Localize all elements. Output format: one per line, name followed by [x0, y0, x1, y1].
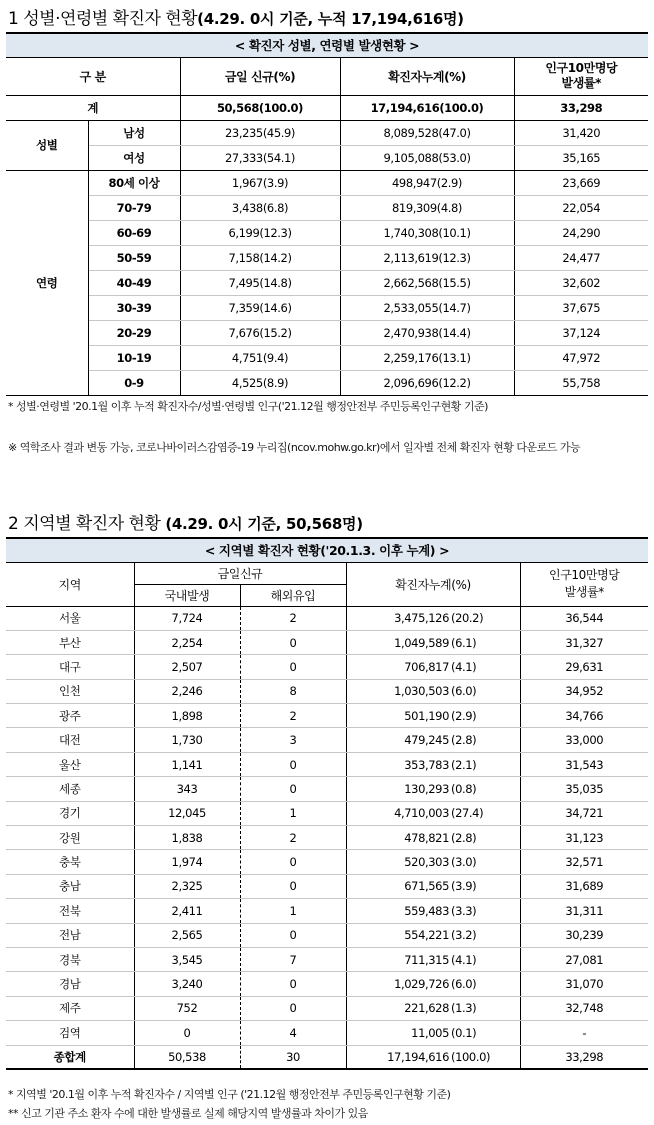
region-overseas: 2 — [240, 704, 346, 728]
header-per100k-region — [520, 562, 648, 606]
age-row — [6, 195, 648, 220]
region-name: 서울 — [6, 606, 134, 630]
region-domestic: 1,141 — [134, 752, 240, 776]
region-cumulative-pct: (6.0) — [450, 972, 520, 996]
region-rate: 29,631 — [520, 655, 648, 679]
section2-note1: * 지역별 '20.1월 이후 누적 확진자수 / 지역별 인구 ('21.12월 행정안전부 주민등록인구현황 기준) — [8, 1088, 451, 1101]
section1-title — [8, 4, 464, 29]
header-today-new-region: 금일신규 — [134, 562, 346, 584]
region-domestic: 12,045 — [134, 801, 240, 825]
gender-rate: 31,420 — [514, 120, 648, 145]
gender-today: 27,333(54.1) — [180, 145, 340, 170]
total-rate: 33,298 — [514, 95, 648, 120]
age-today: 3,438(6.8) — [180, 195, 340, 220]
region-name: 종합계 — [6, 1045, 134, 1069]
region-cumulative-pct: (3.3) — [450, 899, 520, 923]
age-rate: 23,669 — [514, 170, 648, 195]
region-name: 제주 — [6, 996, 134, 1020]
region-cumulative-pct: (0.8) — [450, 777, 520, 801]
age-row — [6, 220, 648, 245]
section2-title-prefix: 2 지역별 확진자 현황 — [8, 514, 161, 534]
gender-row — [6, 145, 648, 170]
region-row — [6, 996, 648, 1020]
age-label: 20-29 — [88, 320, 180, 345]
region-row — [6, 850, 648, 874]
region-domestic: 2,254 — [134, 630, 240, 654]
region-name: 경남 — [6, 972, 134, 996]
region-name: 전북 — [6, 899, 134, 923]
region-overseas: 2 — [240, 826, 346, 850]
age-today: 7,359(14.6) — [180, 295, 340, 320]
age-label: 10-19 — [88, 345, 180, 370]
region-name: 충남 — [6, 874, 134, 898]
region-cumulative-pct: (0.1) — [450, 1021, 520, 1045]
region-overseas: 7 — [240, 947, 346, 971]
region-cumulative: 1,029,726 — [346, 972, 450, 996]
region-name: 충북 — [6, 850, 134, 874]
region-overseas: 0 — [240, 655, 346, 679]
region-row — [6, 923, 648, 947]
age-label: 80세 이상 — [88, 170, 180, 195]
total-row — [6, 95, 648, 120]
age-label: 40-49 — [88, 270, 180, 295]
age-rate: 47,972 — [514, 345, 648, 370]
header-cumulative-region: 확진자누계(%) — [346, 562, 520, 606]
section1-note2: ※ 역학조사 결과 변동 가능, 코로나바이러스감염증-19 누리집(ncov.mohw.go.kr)에서 일자별 전체 확진자 현황 다운로드 가능 — [8, 441, 581, 454]
region-cumulative: 221,628 — [346, 996, 450, 1020]
region-cumulative: 4,710,003 — [346, 801, 450, 825]
age-rate: 22,054 — [514, 195, 648, 220]
age-label: 60-69 — [88, 220, 180, 245]
region-row — [6, 899, 648, 923]
section1-title-bold: (4.29. 0시 기준, 누적 17,194,616명) — [197, 10, 464, 28]
region-row — [6, 947, 648, 971]
region-cumulative-pct: (3.2) — [450, 923, 520, 947]
region-cumulative: 478,821 — [346, 826, 450, 850]
region-overseas: 0 — [240, 923, 346, 947]
region-rate: 31,311 — [520, 899, 648, 923]
region-rate: 33,298 — [520, 1045, 648, 1069]
region-domestic: 2,246 — [134, 679, 240, 703]
region-overseas: 1 — [240, 899, 346, 923]
section1-title-prefix: 1 성별·연령별 확진자 현황 — [8, 9, 198, 29]
region-rate: 31,327 — [520, 630, 648, 654]
age-today: 6,199(12.3) — [180, 220, 340, 245]
region-domestic: 2,325 — [134, 874, 240, 898]
region-domestic: 7,724 — [134, 606, 240, 630]
region-cumulative: 17,194,616 — [346, 1045, 450, 1069]
region-overseas: 0 — [240, 996, 346, 1020]
gender-age-table-caption: < 확진자 성별, 연령별 발생현황 > — [6, 33, 648, 57]
region-row — [6, 655, 648, 679]
region-cumulative-pct: (27.4) — [450, 801, 520, 825]
region-rate: 32,571 — [520, 850, 648, 874]
age-rate: 37,124 — [514, 320, 648, 345]
region-cumulative: 706,817 — [346, 655, 450, 679]
header-category: 구 분 — [6, 57, 180, 95]
age-rate: 24,290 — [514, 220, 648, 245]
header-per100k-line1: 인구10만명당 — [545, 61, 618, 75]
region-cumulative-pct: (2.8) — [450, 826, 520, 850]
region-domestic: 1,838 — [134, 826, 240, 850]
region-overseas: 0 — [240, 777, 346, 801]
gender-label: 여성 — [88, 145, 180, 170]
gender-row — [6, 120, 648, 145]
region-row — [6, 1021, 648, 1045]
age-group-label: 연령 — [6, 170, 88, 395]
region-cumulative-pct: (6.0) — [450, 679, 520, 703]
age-label: 70-79 — [88, 195, 180, 220]
region-rate: 27,081 — [520, 947, 648, 971]
region-cumulative: 11,005 — [346, 1021, 450, 1045]
region-row — [6, 704, 648, 728]
section2-title — [8, 509, 363, 534]
region-name: 대전 — [6, 728, 134, 752]
region-rate: 31,689 — [520, 874, 648, 898]
age-cumulative: 2,470,938(14.4) — [340, 320, 514, 345]
region-row — [6, 874, 648, 898]
region-cumulative: 130,293 — [346, 777, 450, 801]
region-cumulative-pct: (2.8) — [450, 728, 520, 752]
region-cumulative: 1,049,589 — [346, 630, 450, 654]
region-overseas: 3 — [240, 728, 346, 752]
region-cumulative: 3,475,126 — [346, 606, 450, 630]
region-overseas: 0 — [240, 972, 346, 996]
region-cumulative-pct: (20.2) — [450, 606, 520, 630]
region-rate: 31,070 — [520, 972, 648, 996]
header-per100k-region-line2: 발생률* — [564, 585, 604, 599]
age-today: 4,525(8.9) — [180, 370, 340, 395]
region-cumulative: 559,483 — [346, 899, 450, 923]
region-rate: 33,000 — [520, 728, 648, 752]
age-cumulative: 2,096,696(12.2) — [340, 370, 514, 395]
age-row — [6, 245, 648, 270]
region-domestic: 1,730 — [134, 728, 240, 752]
header-per100k-region-line1: 인구10만명당 — [549, 568, 620, 582]
region-domestic: 1,974 — [134, 850, 240, 874]
region-row — [6, 826, 648, 850]
region-domestic: 343 — [134, 777, 240, 801]
gender-label: 남성 — [88, 120, 180, 145]
region-cumulative: 554,221 — [346, 923, 450, 947]
region-row — [6, 752, 648, 776]
header-per100k — [514, 57, 648, 95]
total-label: 계 — [6, 95, 180, 120]
region-overseas: 1 — [240, 801, 346, 825]
region-cumulative: 711,315 — [346, 947, 450, 971]
section2-note2: ** 신고 기관 주소 환자 수에 대한 발생률로 실제 해당지역 발생률과 차이가 있음 — [8, 1107, 368, 1120]
header-cumulative: 확진자누계(%) — [340, 57, 514, 95]
region-rate: 34,721 — [520, 801, 648, 825]
region-domestic: 2,411 — [134, 899, 240, 923]
region-name: 경북 — [6, 947, 134, 971]
age-today: 7,676(15.2) — [180, 320, 340, 345]
region-name: 강원 — [6, 826, 134, 850]
region-domestic: 50,538 — [134, 1045, 240, 1069]
region-overseas: 8 — [240, 679, 346, 703]
region-cumulative-pct: (3.9) — [450, 874, 520, 898]
region-domestic: 2,565 — [134, 923, 240, 947]
age-rate: 32,602 — [514, 270, 648, 295]
gender-group-label: 성별 — [6, 120, 88, 170]
age-today: 4,751(9.4) — [180, 345, 340, 370]
region-cumulative: 353,783 — [346, 752, 450, 776]
age-cumulative: 819,309(4.8) — [340, 195, 514, 220]
section2-title-bold: (4.29. 0시 기준, 50,568명) — [165, 515, 363, 533]
region-cumulative-pct: (4.1) — [450, 947, 520, 971]
region-row — [6, 801, 648, 825]
region-overseas: 4 — [240, 1021, 346, 1045]
gender-rate: 35,165 — [514, 145, 648, 170]
age-cumulative: 2,533,055(14.7) — [340, 295, 514, 320]
region-name: 세종 — [6, 777, 134, 801]
region-cumulative: 479,245 — [346, 728, 450, 752]
region-row — [6, 972, 648, 996]
region-name: 부산 — [6, 630, 134, 654]
region-domestic: 752 — [134, 996, 240, 1020]
age-cumulative: 2,662,568(15.5) — [340, 270, 514, 295]
region-name: 인천 — [6, 679, 134, 703]
total-today: 50,568(100.0) — [180, 95, 340, 120]
gender-today: 23,235(45.9) — [180, 120, 340, 145]
region-domestic: 3,545 — [134, 947, 240, 971]
region-overseas: 0 — [240, 752, 346, 776]
region-domestic: 2,507 — [134, 655, 240, 679]
header-today-new: 금일 신규(%) — [180, 57, 340, 95]
region-cumulative-pct: (1.3) — [450, 996, 520, 1020]
header-overseas: 해외유입 — [240, 584, 346, 606]
age-row — [6, 345, 648, 370]
region-table-caption: < 지역별 확진자 현황('20.1.3. 이후 누계) > — [6, 538, 648, 562]
total-cumulative: 17,194,616(100.0) — [340, 95, 514, 120]
age-cumulative: 2,259,176(13.1) — [340, 345, 514, 370]
header-domestic: 국내발생 — [134, 584, 240, 606]
age-rate: 24,477 — [514, 245, 648, 270]
region-total-row — [6, 1045, 648, 1069]
age-label: 0-9 — [88, 370, 180, 395]
header-per100k-line2: 발생률* — [561, 76, 601, 90]
region-name: 대구 — [6, 655, 134, 679]
region-cumulative-pct: (3.0) — [450, 850, 520, 874]
age-rate: 55,758 — [514, 370, 648, 395]
region-rate: 30,239 — [520, 923, 648, 947]
region-row — [6, 606, 648, 630]
region-name: 울산 — [6, 752, 134, 776]
region-rate: 31,123 — [520, 826, 648, 850]
section1-note1: * 성별·연령별 '20.1월 이후 누적 확진자수/성별·연령별 인구('21.12월 행정안전부 주민등록인구현황 기준) — [8, 400, 488, 413]
region-cumulative-pct: (6.1) — [450, 630, 520, 654]
region-rate: - — [520, 1021, 648, 1045]
region-name: 전남 — [6, 923, 134, 947]
region-cumulative-pct: (2.9) — [450, 704, 520, 728]
region-row — [6, 728, 648, 752]
region-domestic: 1,898 — [134, 704, 240, 728]
region-row — [6, 630, 648, 654]
age-row — [6, 320, 648, 345]
region-overseas: 30 — [240, 1045, 346, 1069]
region-rate: 34,952 — [520, 679, 648, 703]
age-cumulative: 1,740,308(10.1) — [340, 220, 514, 245]
region-overseas: 2 — [240, 606, 346, 630]
region-overseas: 0 — [240, 874, 346, 898]
region-cumulative: 520,303 — [346, 850, 450, 874]
age-cumulative: 498,947(2.9) — [340, 170, 514, 195]
header-region: 지역 — [6, 562, 134, 606]
region-cumulative: 671,565 — [346, 874, 450, 898]
region-cumulative: 1,030,503 — [346, 679, 450, 703]
age-rate: 37,675 — [514, 295, 648, 320]
region-rate: 32,748 — [520, 996, 648, 1020]
region-rate: 34,766 — [520, 704, 648, 728]
age-label: 30-39 — [88, 295, 180, 320]
age-row — [6, 270, 648, 295]
region-row — [6, 777, 648, 801]
age-today: 1,967(3.9) — [180, 170, 340, 195]
region-table — [6, 537, 648, 1070]
region-cumulative-pct: (2.1) — [450, 752, 520, 776]
region-cumulative-pct: (100.0) — [450, 1045, 520, 1069]
age-cumulative: 2,113,619(12.3) — [340, 245, 514, 270]
region-domestic: 3,240 — [134, 972, 240, 996]
region-cumulative: 501,190 — [346, 704, 450, 728]
age-today: 7,158(14.2) — [180, 245, 340, 270]
gender-cumulative: 9,105,088(53.0) — [340, 145, 514, 170]
age-row — [6, 370, 648, 395]
region-overseas: 0 — [240, 630, 346, 654]
region-row — [6, 679, 648, 703]
region-name: 광주 — [6, 704, 134, 728]
region-name: 경기 — [6, 801, 134, 825]
region-rate: 31,543 — [520, 752, 648, 776]
region-domestic: 0 — [134, 1021, 240, 1045]
region-name: 검역 — [6, 1021, 134, 1045]
age-label: 50-59 — [88, 245, 180, 270]
age-today: 7,495(14.8) — [180, 270, 340, 295]
region-cumulative-pct: (4.1) — [450, 655, 520, 679]
gender-cumulative: 8,089,528(47.0) — [340, 120, 514, 145]
region-overseas: 0 — [240, 850, 346, 874]
age-row — [6, 170, 648, 195]
age-row — [6, 295, 648, 320]
region-rate: 35,035 — [520, 777, 648, 801]
region-rate: 36,544 — [520, 606, 648, 630]
gender-age-table — [6, 32, 648, 396]
